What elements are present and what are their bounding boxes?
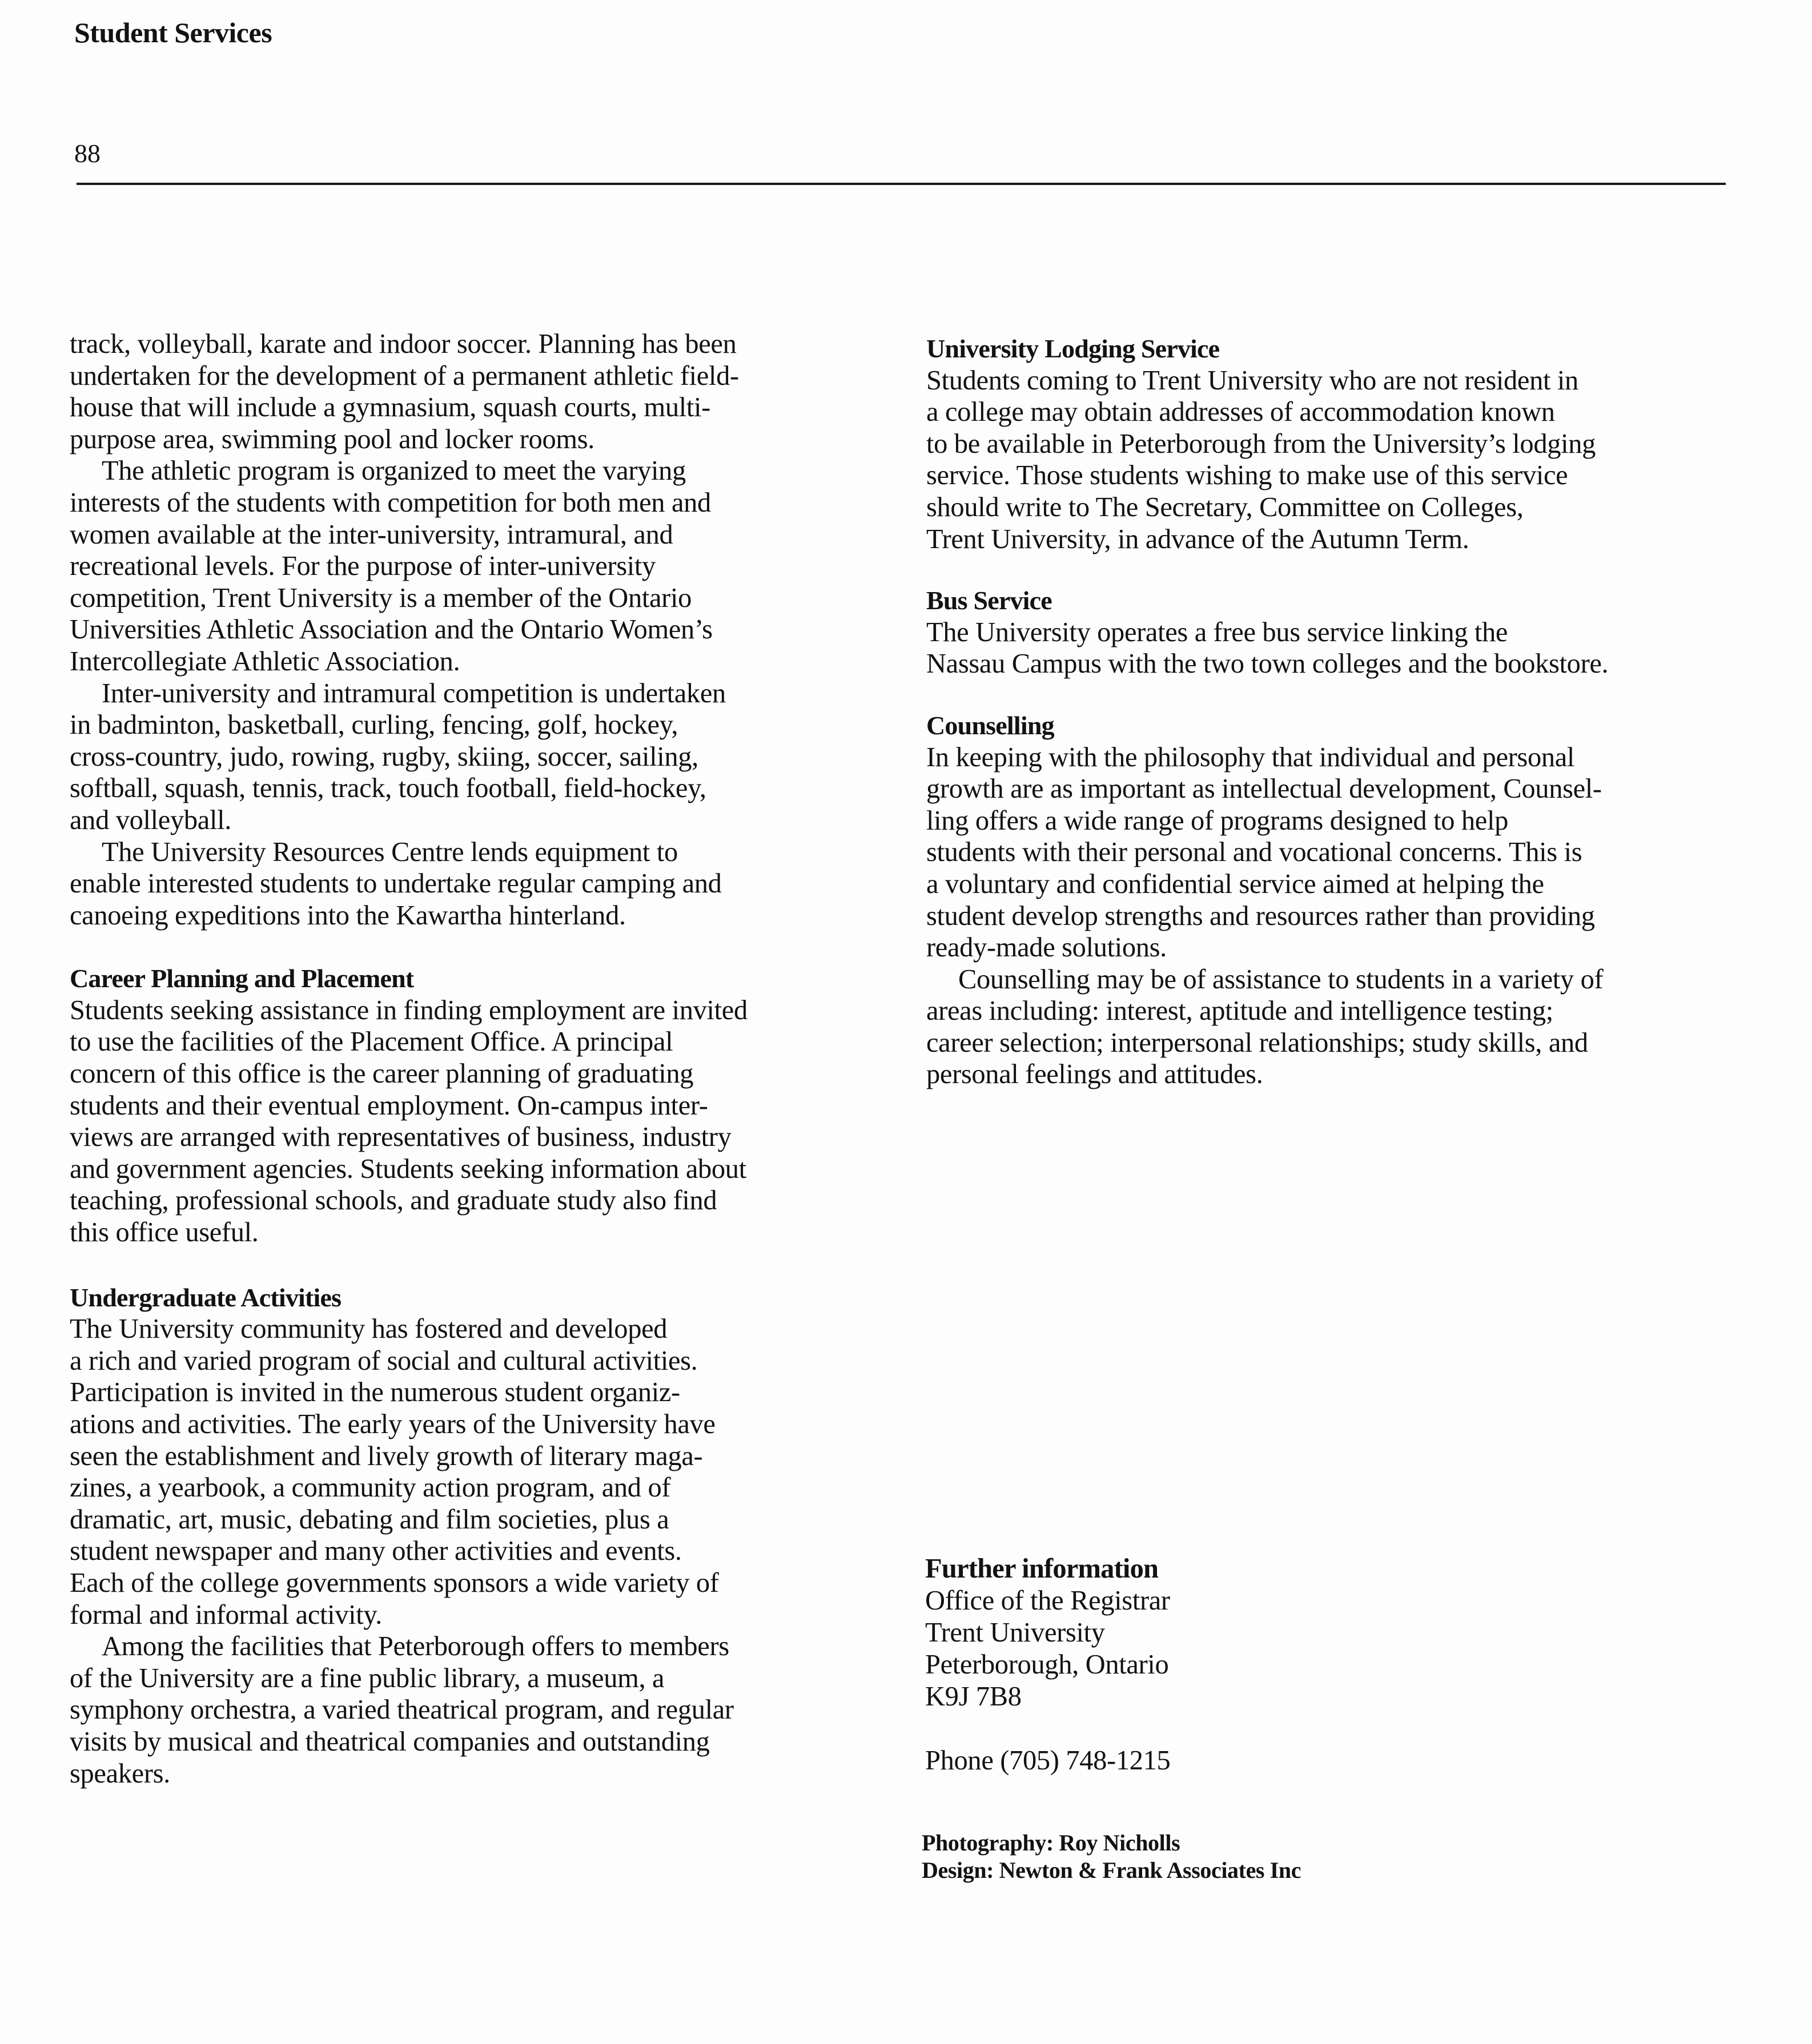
text-line: growth are as important as intellectual development, Counsel- <box>926 774 1602 804</box>
header-rule <box>77 183 1726 185</box>
text-line: softball, squash, tennis, track, touch football, field-hockey, <box>70 773 706 804</box>
postal-code: K9J 7B8 <box>925 1681 1022 1712</box>
text-line: competition, Trent University is a member of the Ontario <box>70 582 692 613</box>
address-line: Peterborough, Ontario <box>925 1649 1169 1680</box>
section-heading: University Lodging Service <box>926 334 1220 363</box>
further-information-heading: Further information <box>925 1554 1159 1584</box>
text-line: personal feelings and attitudes. <box>926 1059 1263 1090</box>
text-line: formal and informal activity. <box>70 1599 382 1630</box>
text-line: teaching, professional schools, and graduate study also find <box>70 1185 717 1216</box>
text-line: career selection; interpersonal relationships; study skills, and <box>926 1027 1588 1058</box>
text-line: should write to The Secretary, Committee on Colleges, <box>926 492 1524 522</box>
text-line: to use the facilities of the Placement Office. A principal <box>70 1027 673 1057</box>
text-line: recreational levels. For the purpose of inter-university <box>70 551 656 582</box>
career-planning-section <box>70 963 858 1248</box>
right-column <box>926 333 1737 1091</box>
text-line: Inter-university and intramural competition is undertaken <box>102 678 726 709</box>
address-line: Trent University <box>925 1618 1105 1648</box>
text-line: a rich and varied program of social and cultural activities. <box>70 1345 698 1376</box>
athletic-program-paragraph <box>70 455 858 677</box>
bus-service-section <box>926 585 1737 680</box>
text-line: Students seeking assistance in finding employment are invited <box>70 995 748 1025</box>
section-heading: Bus Service <box>926 586 1052 615</box>
text-line: Universities Athletic Association and the Ontario Women’s <box>70 614 713 645</box>
text-line: student develop strengths and resources rather than providing <box>926 900 1595 931</box>
text-line: Among the facilities that Peterborough offers to members <box>102 1631 729 1662</box>
text-line: this office useful. <box>70 1217 259 1248</box>
text-line: in badminton, basketball, curling, fencing, golf, hockey, <box>70 710 678 741</box>
text-line: speakers. <box>70 1758 170 1789</box>
text-line: ations and activities. The early years of the University have <box>70 1409 716 1439</box>
text-line: students and their eventual employment. On-campus inter- <box>70 1090 708 1121</box>
text-line: cross-country, judo, rowing, rugby, skiing, soccer, sailing, <box>70 741 698 772</box>
text-line: concern of this office is the career planning of graduating <box>70 1059 694 1089</box>
text-line: student newspaper and many other activities and events. <box>70 1536 682 1567</box>
page-number: 88 <box>74 139 101 168</box>
address-line: Office of the Registrar <box>925 1586 1170 1616</box>
text-line: and volleyball. <box>70 804 231 835</box>
text-line: In keeping with the philosophy that individual and personal <box>926 742 1575 772</box>
resources-centre-paragraph <box>70 836 858 932</box>
running-head: Student Services <box>74 17 272 49</box>
section-heading: Undergraduate Activities <box>70 1282 341 1312</box>
text-line: zines, a yearbook, a community action program, and of <box>70 1472 671 1503</box>
text-line: Students coming to Trent University who are not resident in <box>926 365 1578 396</box>
text-line: purpose area, swimming pool and locker rooms. <box>70 424 595 454</box>
section-heading: Counselling <box>926 710 1054 740</box>
left-column <box>70 328 858 1789</box>
text-line: symphony orchestra, a varied theatrical program, and regular <box>70 1695 734 1725</box>
text-line: undertaken for the development of a permanent athletic field- <box>70 360 739 391</box>
text-line: Intercollegiate Athletic Association. <box>70 646 460 677</box>
text-line: ready-made solutions. <box>926 932 1167 963</box>
counselling-section <box>926 710 1737 1091</box>
text-line: of the University are a fine public library, a museum, a <box>70 1663 665 1693</box>
text-line: ling offers a wide range of programs designed to help <box>926 805 1508 836</box>
text-line: The University community has fostered and developed <box>70 1314 668 1345</box>
text-line: and government agencies. Students seeking information about <box>70 1153 746 1184</box>
design-credit: Design: Newton & Frank Associates Inc <box>922 1857 1301 1883</box>
text-line: The University Resources Centre lends equipment to <box>102 836 678 867</box>
text-line: enable interested students to undertake regular camping and <box>70 868 722 899</box>
text-line: The University operates a free bus service linking the <box>926 617 1508 647</box>
text-line: women available at the inter-university, intramural, and <box>70 519 673 550</box>
photography-credit: Photography: Roy Nicholls <box>922 1830 1180 1856</box>
section-heading: Career Planning and Placement <box>70 964 414 993</box>
text-line: house that will include a gymnasium, squash courts, multi- <box>70 392 710 423</box>
athletics-intro-paragraph <box>70 328 858 455</box>
text-line: views are arranged with representatives of business, industry <box>70 1122 732 1153</box>
text-line: Each of the college governments sponsors a wide variety of <box>70 1567 719 1598</box>
text-line: to be available in Peterborough from the University’s lodging <box>926 428 1596 459</box>
further-information-block <box>925 1553 1170 1777</box>
text-line: Participation is invited in the numerous student organiz- <box>70 1377 680 1408</box>
text-line: dramatic, art, music, debating and film societies, plus a <box>70 1504 669 1535</box>
lodging-service-section <box>926 333 1737 555</box>
competition-paragraph <box>70 678 858 836</box>
text-line: areas including: interest, aptitude and intelligence testing; <box>926 996 1553 1027</box>
text-line: The athletic program is organized to meet the varying <box>102 456 686 486</box>
text-line: track, volleyball, karate and indoor soccer. Planning has been <box>70 329 737 359</box>
text-line: canoeing expeditions into the Kawartha hinterland. <box>70 900 626 931</box>
text-line: a college may obtain addresses of accommodation known <box>926 397 1555 428</box>
credits-block <box>922 1829 1301 1884</box>
text-line: Nassau Campus with the two town colleges and the bookstore. <box>926 649 1609 679</box>
undergraduate-activities-section <box>70 1282 858 1790</box>
text-line: visits by musical and theatrical companies and outstanding <box>70 1726 710 1757</box>
phone-number: Phone (705) 748-1215 <box>925 1745 1171 1776</box>
text-line: Trent University, in advance of the Autumn Term. <box>926 524 1469 554</box>
text-line: service. Those students wishing to make use of this service <box>926 460 1568 491</box>
text-line: a voluntary and confidential service aimed at helping the <box>926 868 1544 899</box>
text-line: Counselling may be of assistance to students in a variety of <box>958 964 1604 995</box>
text-line: seen the establishment and lively growth of literary maga- <box>70 1441 703 1471</box>
text-line: students with their personal and vocational concerns. This is <box>926 837 1582 868</box>
text-line: interests of the students with competition for both men and <box>70 487 711 518</box>
